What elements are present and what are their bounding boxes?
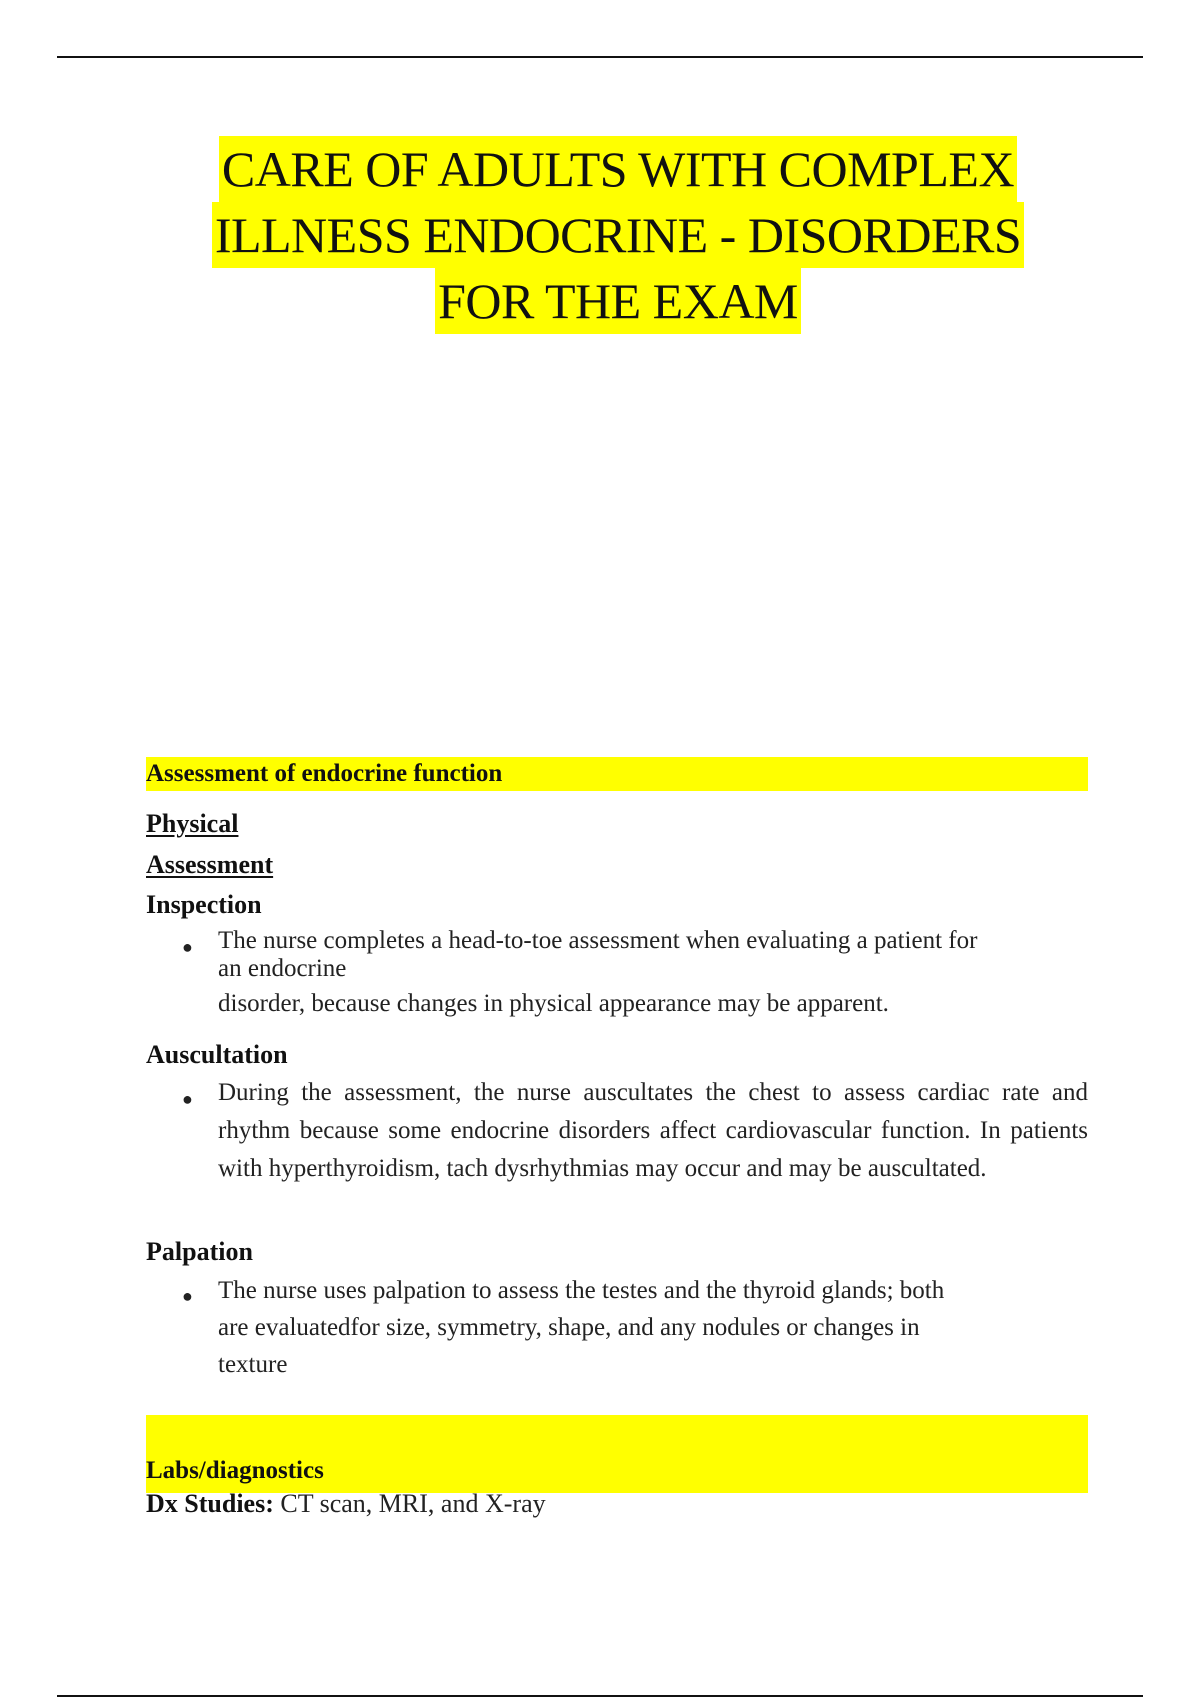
palpation-bullet [182, 1272, 1088, 1383]
section-heading-labs: Labs/diagnostics [146, 1457, 324, 1484]
bottom-rule [57, 1695, 1143, 1697]
auscultation-heading: Auscultation [146, 1040, 288, 1069]
palpation-line-2: are evaluatedfor size, symmetry, shape, and any nodules or changes in [218, 1314, 920, 1341]
section-heading-assessment: Assessment of endocrine function [146, 760, 503, 787]
dx-studies-value: CT scan, MRI, and X-ray [273, 1489, 546, 1518]
palpation-bullet-text [218, 1272, 1088, 1383]
bullet-dot-icon: ● [182, 1089, 193, 1109]
auscultation-bullet-text: During the assessment, the nurse auscultates the chest to assess cardiac rate and rhythm because some endocrine disorders affect cardiovascular function. In patients with hyperthyroidism, tach dysrhythmias may occur and may be auscultated. [218, 1079, 1088, 1182]
dx-studies-line [146, 1488, 546, 1520]
title-line-1: CARE OF ADULTS WITH COMPLEX [219, 136, 1017, 202]
title-line-2: ILLNESS ENDOCRINE - DISORDERS [212, 202, 1024, 268]
inspection-bullet-text [218, 927, 1088, 1018]
inspection-bullet [182, 927, 1088, 1018]
bullet-dot-icon: ● [182, 1286, 193, 1306]
palpation-line-3: texture [218, 1351, 288, 1378]
document-title [150, 136, 1086, 334]
title-line-3: FOR THE EXAM [435, 268, 801, 334]
palpation-line-1: The nurse uses palpation to assess the testes and the thyroid glands; both [218, 1277, 945, 1304]
inspection-line-3: disorder, because changes in physical appearance may be apparent. [218, 990, 889, 1017]
physical-heading: Physical [146, 809, 239, 838]
palpation-heading: Palpation [146, 1237, 253, 1266]
inspection-line-1: The nurse completes a head-to-toe assessment when evaluating a patient for [218, 927, 978, 954]
auscultation-bullet [182, 1074, 1088, 1188]
assessment-subheading: Assessment [146, 850, 274, 879]
dx-studies-label: Dx Studies: [146, 1489, 274, 1518]
inspection-heading: Inspection [146, 890, 262, 919]
bullet-dot-icon: ● [182, 937, 193, 957]
inspection-line-2: an endocrine [218, 955, 347, 982]
top-rule [57, 56, 1143, 58]
